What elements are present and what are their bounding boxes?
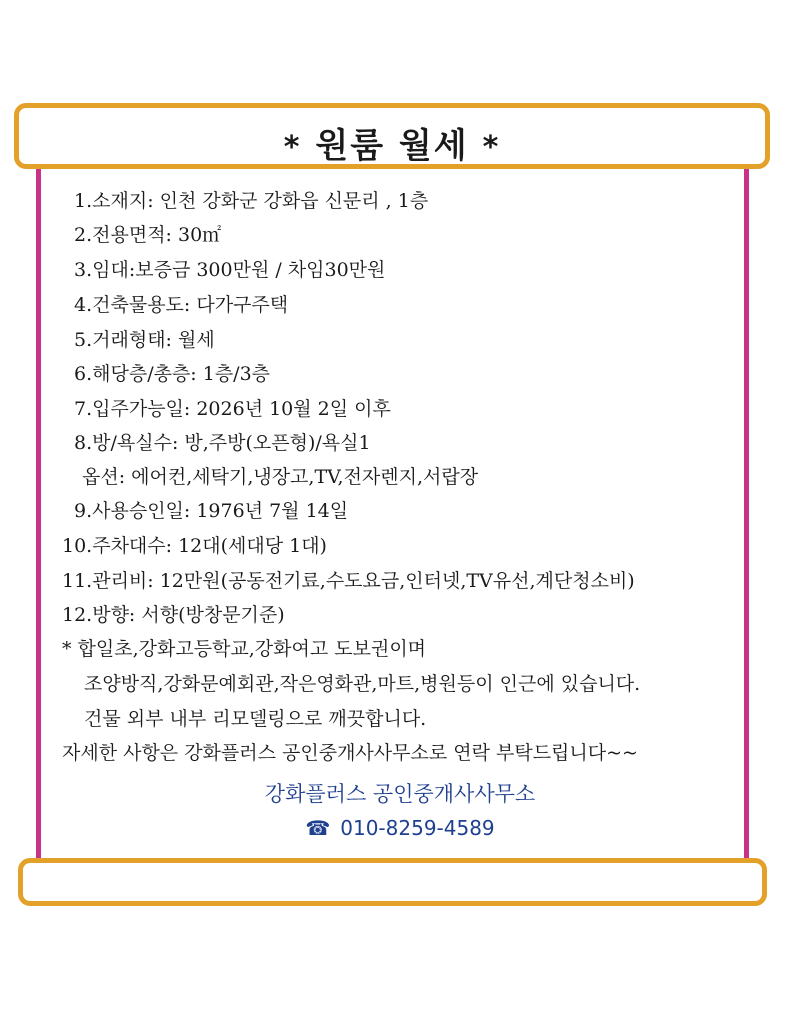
item-direction: 12.방향: 서향(방창문기준) [62,604,285,626]
office-phone [0,816,800,840]
item-floor: 6.해당층/총층: 1층/3층 [74,363,271,385]
item-building-use: 4.건축물용도: 다가구주택 [74,294,289,316]
item-rooms: 8.방/욕실수: 방,주방(오픈형)/욕실1 [74,432,371,454]
bottom-banner [18,858,767,906]
title-banner [14,103,770,169]
telephone-icon: ☎ [305,816,331,840]
title-star-left: * [283,130,302,165]
office-name: 강화플러스 공인중개사사무소 [264,782,536,806]
item-deal-type: 5.거래형태: 월세 [74,329,215,351]
item-maintenance-fee: 11.관리비: 12만원(공동전기료,수도요금,인터넷,TV유선,계단청소비) [62,570,635,592]
title-text: 원룸 월세 [315,126,469,166]
title-star-right: * [482,130,501,165]
note-remodel: 건물 외부 내부 리모델링으로 깨끗합니다. [84,708,427,730]
item-area: 2.전용면적: 30㎡ [74,224,222,246]
item-parking: 10.주차대수: 12대(세대당 1대) [62,535,327,557]
note-nearby: 조양방직,강화문예회관,작은영화관,마트,병원등이 인근에 있습니다. [84,673,641,695]
item-options: 옵션: 에어컨,세탁기,냉장고,TV,전자렌지,서랍장 [82,466,479,488]
item-rent: 3.임대:보증금 300만원 / 차임30만원 [74,259,386,281]
item-location: 1.소재지: 인천 강화군 강화읍 신문리 , 1층 [74,190,429,212]
phone-number: 010-8259-4589 [340,816,495,840]
note-contact: 자세한 사항은 강화플러스 공인중개사사무소로 연락 부탁드립니다~~ [62,742,638,764]
page-title [19,118,765,167]
item-move-in: 7.입주가능일: 2026년 10월 2일 이후 [74,398,391,420]
item-approval-date: 9.사용승인일: 1976년 7월 14일 [74,500,349,522]
note-schools: * 합일초,강화고등학교,강화여고 도보권이며 [62,638,427,660]
